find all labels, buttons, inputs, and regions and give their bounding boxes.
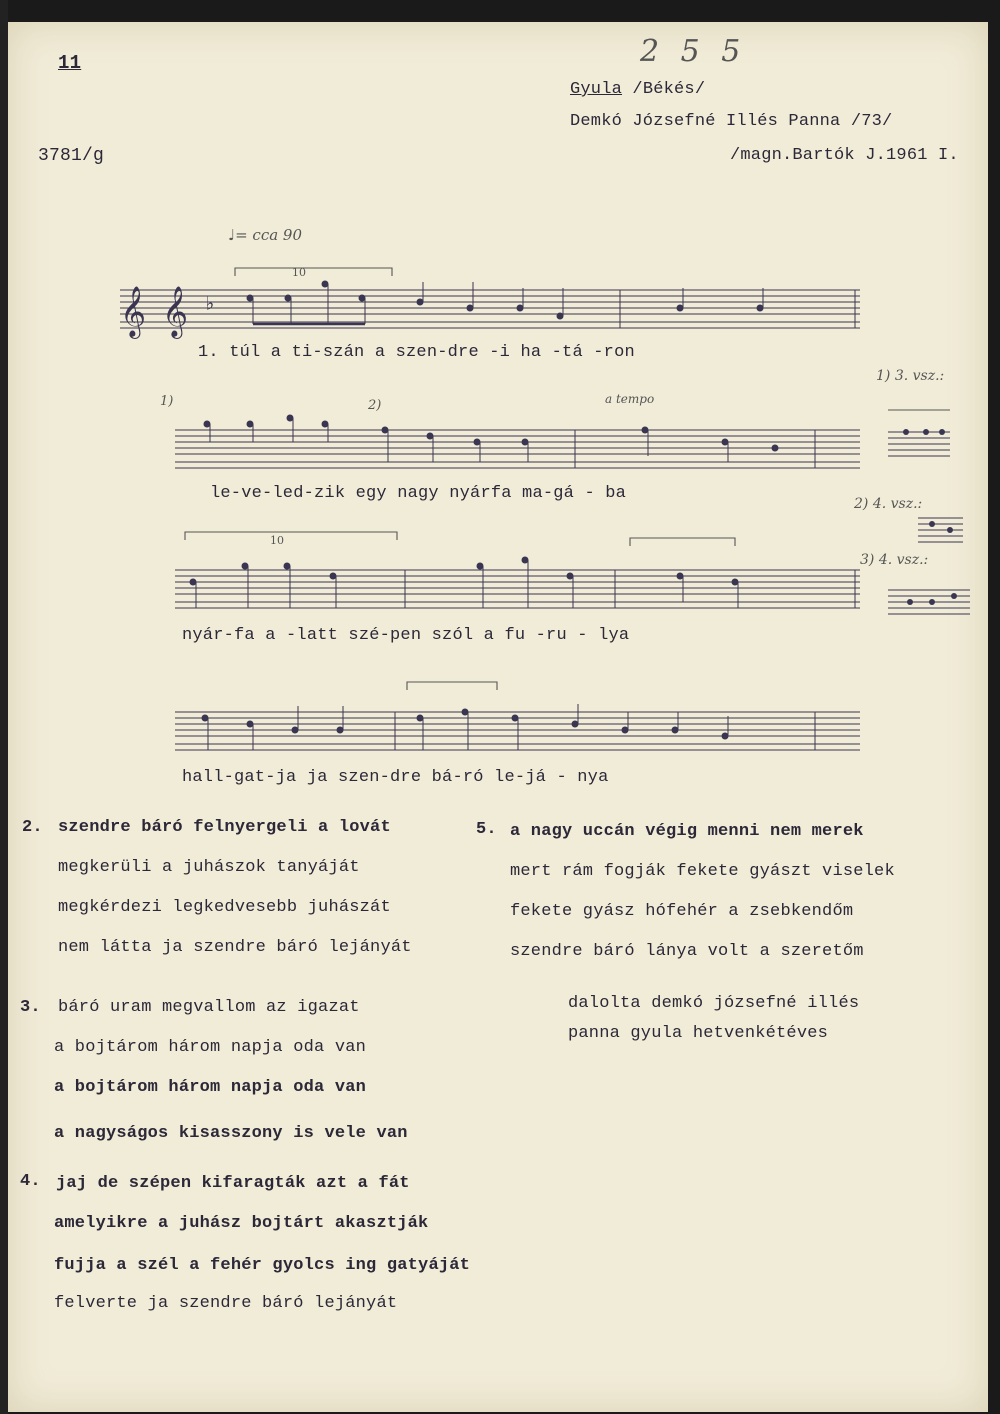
lyrics-line-4: hall-gat-ja ja szen-dre bá-ró le-já - nya	[182, 768, 609, 787]
svg-text:10: 10	[292, 266, 306, 279]
verse-4-number: 4.	[20, 1172, 41, 1191]
verse-4-line-1: jaj de szépen kifaragták azt a fát	[56, 1174, 410, 1193]
verse-5-line-4: szendre báró lánya volt a szeretőm	[510, 942, 864, 961]
svg-text:10: 10	[270, 534, 284, 547]
place-line	[570, 80, 705, 99]
singer: Demkó Józsefné Illés Panna /73/	[570, 112, 893, 131]
credit-line-1: dalolta demkó józsefné illés	[568, 994, 860, 1013]
lyrics-line-1: 1. túl a ti-szán a szen-dre -i ha -tá -ron	[198, 343, 635, 362]
tempo-mark: ♩= cca 90	[228, 226, 303, 244]
verse-2-line-3: megkérdezi legkedvesebb juhászát	[58, 898, 391, 917]
footnote-mark-2: 2)	[368, 398, 382, 413]
verse-5-number: 5.	[476, 820, 497, 839]
a-tempo-mark: a tempo	[605, 392, 655, 406]
verse-4-line-4: felverte ja szendre báró lejányát	[54, 1294, 398, 1313]
verse-5-line-1: a nagy uccán végig menni nem merek	[510, 822, 864, 841]
verse-2-line-1: szendre báró felnyergeli a lovát	[58, 818, 391, 837]
lyrics-line-2: le-ve-led-zik egy nagy nyárfa ma-gá - ba	[210, 484, 627, 503]
staff-4	[175, 676, 860, 766]
verse-3-line-3: a bojtárom három napja oda van	[54, 1078, 367, 1097]
verse-2-line-4: nem látta ja szendre báró lejányát	[58, 938, 412, 957]
staff-3	[175, 530, 860, 622]
place: Gyula	[570, 80, 623, 99]
staff-2	[175, 412, 860, 482]
svg-text:𝄞: 𝄞	[162, 286, 189, 337]
verse-5-line-3: fekete gyász hófehér a zsebkendőm	[510, 902, 854, 921]
recording-info: /magn.Bartók J.1961 I.	[730, 146, 959, 165]
page-number: 11	[58, 52, 82, 74]
footnote-mark-1: 1)	[160, 394, 174, 409]
verse-3-line-1: báró uram megvallom az igazat	[58, 998, 360, 1017]
lyrics-line-3: nyár-fa a -latt szé-pen szól a fu -ru - lya	[182, 626, 630, 645]
variant-note-1: 1) 3. vsz.:	[876, 368, 945, 384]
variant-note-2: 2) 4. vsz.:	[854, 496, 923, 512]
verse-3-number: 3.	[20, 998, 41, 1017]
variant-staff-1	[888, 402, 958, 468]
verse-3-line-4: a nagyságos kisasszony is vele van	[54, 1124, 408, 1143]
verse-3-line-2: a bojtárom három napja oda van	[54, 1038, 367, 1057]
verse-4-line-2: amelyikre a juhász bojtárt akasztják	[54, 1214, 429, 1233]
variant-staff-3	[888, 576, 978, 622]
svg-text:𝄞: 𝄞	[120, 286, 147, 337]
county: /Békés/	[632, 80, 706, 99]
scan-border	[0, 0, 8, 1414]
variant-staff-2	[918, 510, 968, 548]
staff-1	[120, 268, 860, 348]
variant-note-3: 3) 4. vsz.:	[860, 552, 929, 568]
credit-line-2: panna gyula hetvenkétéves	[568, 1024, 829, 1043]
verse-5-line-2: mert rám fogják fekete gyászt viselek	[510, 862, 895, 881]
handwritten-reference: 2 5 5	[640, 34, 747, 69]
verse-2-number: 2.	[22, 818, 43, 837]
svg-text:♭: ♭	[204, 294, 217, 317]
archive-number: 3781/g	[38, 146, 105, 166]
verse-4-line-3: fujja a szél a fehér gyolcs ing gatyáját	[54, 1256, 471, 1275]
verse-2-line-2: megkerüli a juhászok tanyáját	[58, 858, 360, 877]
